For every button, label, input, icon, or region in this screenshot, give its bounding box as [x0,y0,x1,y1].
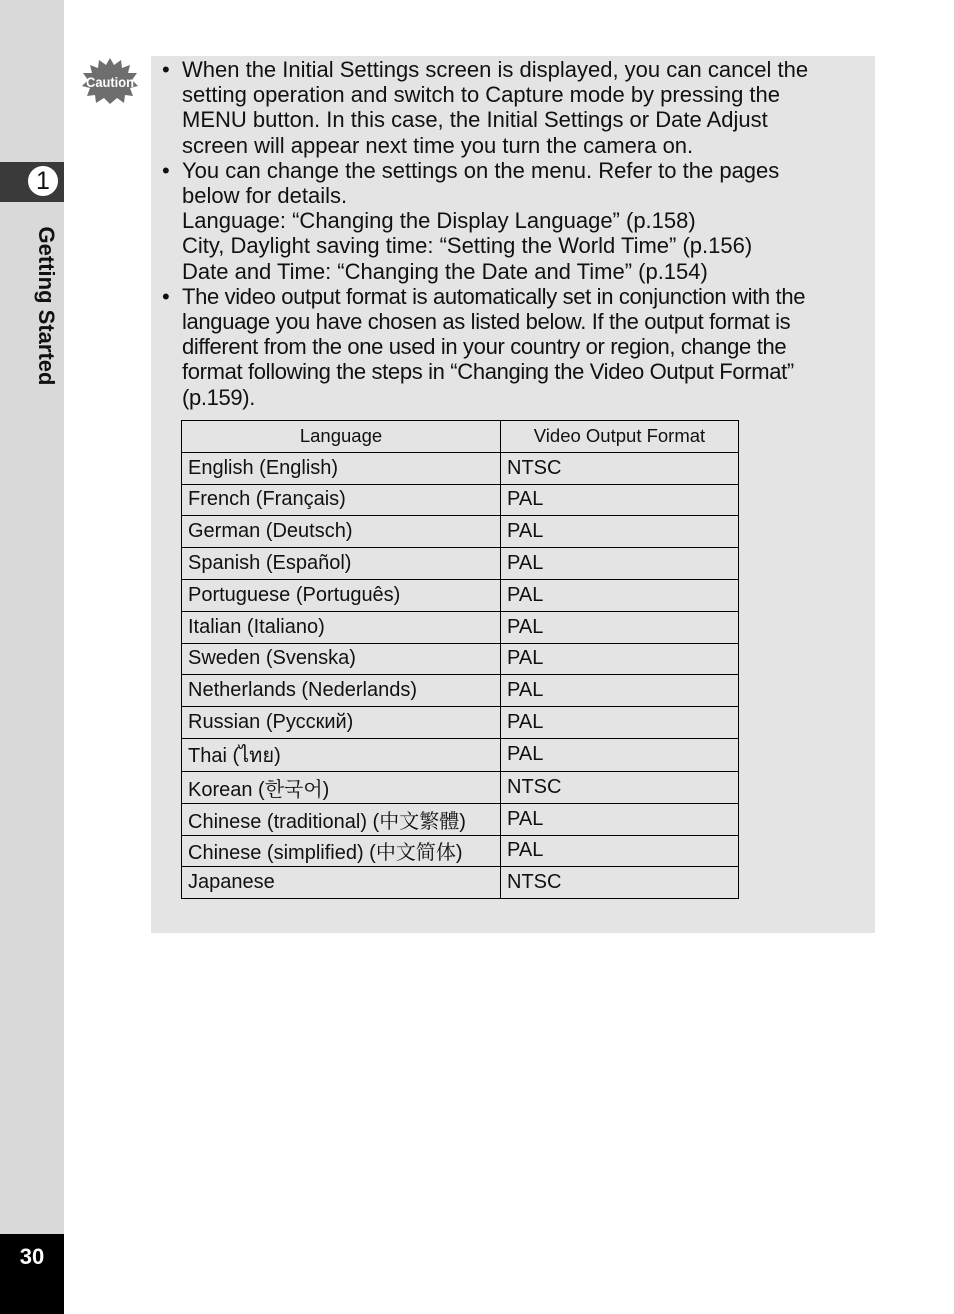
note-line: Language: “Changing the Display Language” (p.158) [182,208,696,234]
table-row [182,643,739,675]
table-row [182,771,739,803]
language-format-table [181,420,739,899]
page-number: 30 [19,1244,45,1269]
language-cell: English (English) [182,452,501,484]
language-cell: Russian (Русский) [182,707,501,739]
note-line: City, Daylight saving time: “Setting the World Time” (p.156) [182,233,753,259]
language-cell: Spanish (Español) [182,548,501,580]
format-cell: PAL [501,803,739,835]
table-row [182,611,739,643]
caution-label: Caution [86,74,134,90]
language-cell: Thai (ไทย) [182,738,501,771]
table-row [182,579,739,611]
caution-notes [162,57,870,410]
table-row [182,867,739,899]
language-cell: Korean (한국어) [182,771,501,803]
format-cell: PAL [501,675,739,707]
format-cell: PAL [501,643,739,675]
format-cell: PAL [501,707,739,739]
table-row [182,516,739,548]
format-cell: PAL [501,835,739,867]
table-row [182,675,739,707]
note-line: Date and Time: “Changing the Date and Time” (p.154) [182,258,708,284]
table-row [182,707,739,739]
language-cell: Netherlands (Nederlands) [182,675,501,707]
note-line: When the Initial Settings screen is displayed, you can cancel the [182,57,809,82]
caution-note: • The video output format is automatically set in conjunction with the language you have chosen as listed below. If the output format is different from the one used in your country or region, change the format following the steps in “Changing the Video Output Format” (p.159). [162,284,870,410]
format-cell: PAL [501,579,739,611]
table-row [182,452,739,484]
format-cell: PAL [501,516,739,548]
note-line: different from the one used in your country or region, change the [182,334,787,360]
table-row [182,803,739,835]
note-line: setting operation and switch to Capture mode by pressing the [182,82,781,108]
note-line: below for details. [182,183,348,209]
note-line: language you have chosen as listed below. If the output format is [182,309,791,335]
table-row [182,835,739,867]
language-cell: Italian (Italiano) [182,611,501,643]
table-row [182,548,739,580]
table-row [182,738,739,771]
format-cell: NTSC [501,771,739,803]
note-line: format following the steps in “Changing the Video Output Format” [182,359,794,385]
format-cell: NTSC [501,452,739,484]
note-line: You can change the settings on the menu. Refer to the pages [182,157,780,183]
format-cell: PAL [501,738,739,771]
language-cell: German (Deutsch) [182,516,501,548]
note-line: MENU button. In this case, the Initial Settings or Date Adjust [182,107,768,133]
language-cell: French (Français) [182,484,501,516]
format-cell: NTSC [501,867,739,899]
chapter-title: Getting Started [34,226,59,386]
language-cell: Portuguese (Português) [182,579,501,611]
chapter-number-badge: 1 [26,164,60,198]
note-line: (p.159). [182,384,256,410]
format-cell: PAL [501,611,739,643]
format-cell: PAL [501,548,739,580]
language-cell: Sweden (Svenska) [182,643,501,675]
table-header-row [182,421,739,453]
note-line: The video output format is automatically set in conjunction with the [182,283,806,309]
column-header-language: Language [182,421,501,453]
table-row [182,484,739,516]
caution-note: • When the Initial Settings screen is displayed, you can cancel the setting operation and switch to Capture mode by pressing the MENU button. In this case, the Initial Settings or Date Adjust screen will appear next time you turn the camera on. [162,57,870,158]
language-cell: Chinese (traditional) (中文繁體) [182,803,501,835]
caution-note: • You can change the settings on the menu. Refer to the pages below for details. Language: “Changing the Display Language” (p.158) City, Daylight saving time: “Setting the World Time” (p.156) Date and Time: “Changing the Date and Time” (p.154) [162,158,870,284]
format-cell: PAL [501,484,739,516]
language-cell: Japanese [182,867,501,899]
column-header-video-format: Video Output Format [501,421,739,453]
caution-icon [82,58,138,104]
note-line: screen will appear next time you turn the camera on. [182,132,694,158]
language-cell: Chinese (simplified) (中文简体) [182,835,501,867]
